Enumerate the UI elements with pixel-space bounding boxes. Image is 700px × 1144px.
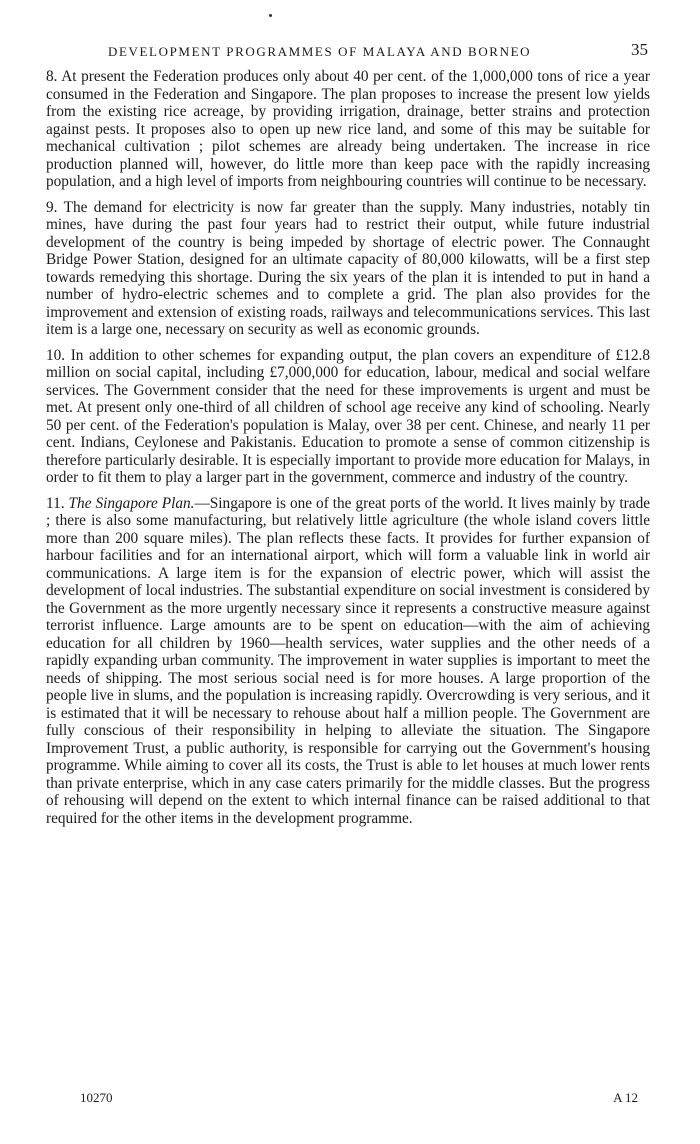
body-text: [46, 68, 650, 835]
paragraph-number: 8.: [46, 68, 58, 85]
page-footer: [46, 1090, 650, 1110]
paragraph-number: 11.: [46, 494, 65, 512]
running-header: [46, 42, 650, 62]
paragraph-text: At present the Federation produces only about 40 per cent. of the 1,000,000 tons of rice a year consumed in the Federation and Singapore. The plan proposes to increase the present low yields from the existing rice acreage, by providing irrigation, drainage, better strains and protection against pests. It proposes also to open up new rice land, and some of this may be suitable for mechanical cultivation ; pilot schemes are already being undertaken. The increase in rice production planned will, however, do little more than keep pace with the rapidly increasing population, and a high level of imports from neighbouring countries will continue to be necessary.: [46, 68, 650, 190]
paragraph-text: In addition to other schemes for expanding output, the plan covers an expenditure of £12.8 million on social capital, including £7,000,000 for education, labour, medical and social welfare services. The Government consider that the need for these improvements is urgent and must be met. At present only one-third of all children of school age receive any kind of schooling. Nearly 50 per cent. of the Federation's population is Malay, over 38 per cent. Chinese, and nearly 11 per cent. Indians, Ceylonese and Pakistanis. Education to promote a sense of common citizenship is therefore particularly desirable. It is especially important to provide more education for Malays, in order to fit them to play a larger part in the government, commerce and industry of the country.: [46, 346, 650, 486]
signature-mark: A 12: [613, 1090, 638, 1105]
paragraph-9: [46, 199, 650, 339]
paragraph-text: —Singapore is one of the great ports of the world. It lives mainly by trade ; there is also some manufacturing, but relatively little agriculture (the whole island covers little more than 200 square miles). The plan reflects these facts. It provides for further expansion of harbour facilities and for an international airport, which will form a valuable link in world air communications. A large item is for the expansion of electric power, which will assist the development of local industries. The substantial expenditure on social investment is considered by the Government as the more urgently necessary since it represents a constructive measure against terrorist influence. Large amounts are to be spent on education—with the aim of achieving education for all children by 1960—health services, water supplies and the other needs of a rapidly expanding urban community. The improvement in water supplies is important to meet the needs of shipping. The most serious social need is for more houses. A large proportion of the people live in slums, and the population is increasing rapidly. Overcrowding is very serious, and it is estimated that it will be necessary to rehouse about half a million people. The Government are fully conscious of their responsibility in helping to alleviate the situation. The Singapore Improvement Trust, a public authority, is responsible for carrying out the Government's housing programme. While aiming to cover all its costs, the Trust is able to let houses at much lower rents than private enterprise, which in any case caters primarily for the middle classes. But the progress of rehousing will depend on the extent to which internal finance can be raised additional to that required for the other items in the development programme.: [46, 494, 651, 827]
paragraph-text: The demand for electricity is now far greater than the supply. Many industries, notably tin mines, have during the past four years had to restrict their output, while future industrial development of the country is being impeded by shortage of electric power. The Connaught Bridge Power Station, designed for an ultimate capacity of 80,000 kilowatts, will be a first step towards remedying this shortage. During the six years of the plan it is intended to put in hand a number of hydro-electric schemes and to complete a grid. The plan also provides for the improvement and extension of existing roads, railways and telecommunications services. This last item is a large one, necessary on security as well as economic grounds.: [46, 198, 650, 338]
paragraph-number: 9.: [46, 198, 58, 216]
header-title: DEVELOPMENT PROGRAMMES OF MALAYA AND BORNEO: [108, 44, 532, 59]
paragraph-8: [46, 68, 650, 191]
print-code: 10270: [80, 1090, 113, 1105]
paragraph-number: 10.: [46, 346, 66, 364]
paragraph-10: [46, 347, 650, 487]
document-page: [46, 0, 650, 1144]
paragraph-heading: The Singapore Plan.: [68, 494, 195, 512]
paragraph-11: [46, 495, 650, 828]
page-number: 35: [631, 40, 648, 59]
print-mark: [269, 14, 272, 17]
